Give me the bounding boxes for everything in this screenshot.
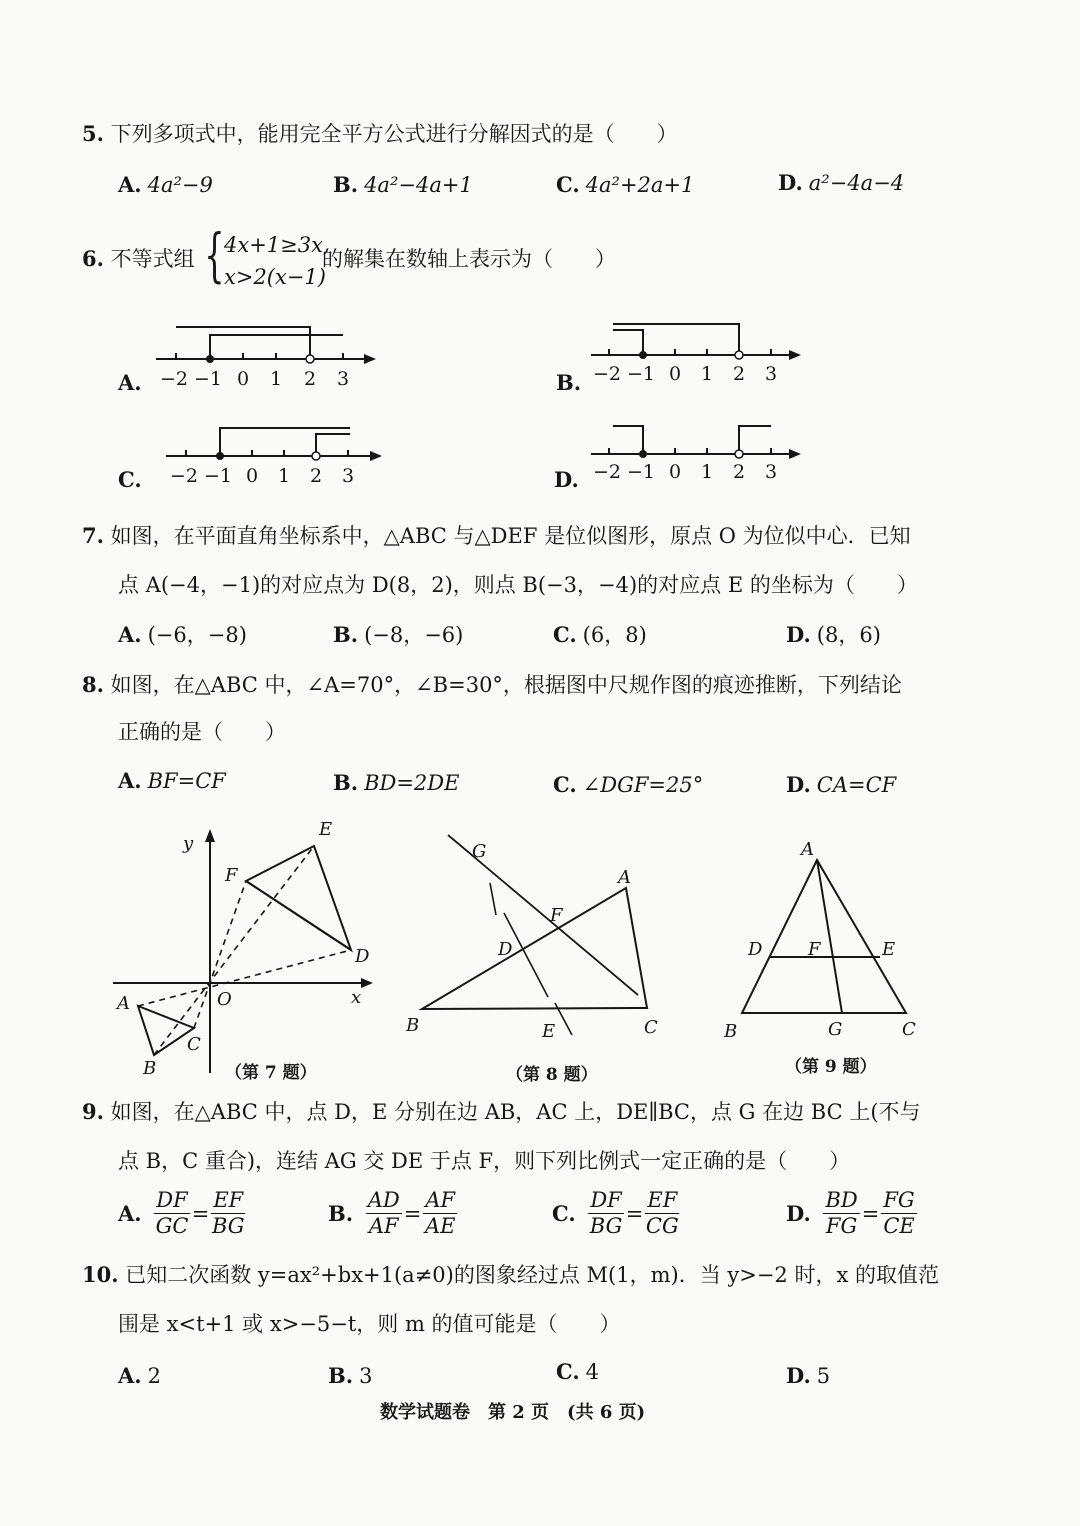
question-number: 8. xyxy=(82,672,104,697)
question-stem-pre: 不等式组 xyxy=(110,247,195,271)
option-key: D. xyxy=(554,467,579,492)
q7-option-c xyxy=(553,622,647,648)
tick-label: −1 xyxy=(203,465,233,487)
q10-option-d xyxy=(786,1363,830,1389)
option-key: B. xyxy=(328,1363,354,1388)
q6-option-c-key xyxy=(118,467,148,493)
question-5 xyxy=(82,121,678,147)
page-footer: 数学试题卷 第 2 页 (共 6 页) xyxy=(380,1402,646,1423)
q5-option-a xyxy=(118,172,213,198)
inequality-line-2: x>2(x−1) xyxy=(224,265,326,289)
tick-label: 1 xyxy=(277,465,291,487)
q8-option-b xyxy=(333,770,459,796)
figure-7 xyxy=(105,815,385,1080)
option-key: A. xyxy=(118,172,142,197)
equals-sign: = xyxy=(191,1201,210,1226)
option-key: B. xyxy=(333,172,359,197)
denominator: FG xyxy=(825,1214,858,1238)
tick-label: −2 xyxy=(159,368,189,390)
fig7-label: O xyxy=(217,989,232,1010)
tick-label: 0 xyxy=(668,461,682,483)
fig8-label: C xyxy=(644,1017,658,1038)
fig9-label: A xyxy=(801,839,814,860)
denominator: BG xyxy=(211,1214,245,1238)
figure-8-caption: （第 8 题） xyxy=(506,1065,598,1085)
question-stem-post: 的解集在数轴上表示为（ ） xyxy=(322,247,616,271)
fig7-label: D xyxy=(355,946,370,967)
fraction xyxy=(154,1188,189,1239)
question-10 xyxy=(82,1262,939,1288)
question-stem-line-1: 如图，在△ABC 中，点 D，E 分别在边 AB，AC 上，DE∥BC，点 G 在边 BC 上(不与 xyxy=(110,1100,921,1124)
option-text: (−6，−8) xyxy=(147,623,247,647)
option-key: A. xyxy=(118,370,142,395)
option-key: A. xyxy=(118,622,142,647)
option-key: C. xyxy=(552,1200,576,1226)
fig9-label: D xyxy=(748,939,763,960)
tick-label: 1 xyxy=(700,461,714,483)
option-text: CA=CF xyxy=(816,773,897,797)
q8-option-c xyxy=(553,772,703,798)
numberline-c xyxy=(110,412,400,492)
question-7-line-2: 点 A(−4，−1)的对应点为 D(8，2)，则点 B(−3，−4)的对应点 E 的坐标为（ ） xyxy=(118,573,918,597)
numberline-a xyxy=(110,315,400,395)
tick-label: −1 xyxy=(626,461,656,483)
q6-option-b-key xyxy=(556,370,587,396)
option-key: D. xyxy=(786,772,811,797)
fig7-label: A xyxy=(117,993,130,1014)
fig9-label: B xyxy=(724,1021,738,1042)
option-text: 4a²−4a+1 xyxy=(364,173,473,197)
figure-9-caption: （第 9 题） xyxy=(785,1057,877,1077)
tick-label: 3 xyxy=(764,363,778,385)
option-text: (−8，−6) xyxy=(364,623,464,647)
fig8-label: A xyxy=(618,867,631,888)
fig8-label: G xyxy=(472,841,487,862)
figure-7-caption: （第 7 题） xyxy=(225,1063,317,1083)
question-stem-line-1: 如图，在平面直角坐标系中，△ABC 与△DEF 是位似图形，原点 O 为位似中心．已知 xyxy=(110,524,911,548)
fig9-label: C xyxy=(902,1019,916,1040)
q5-option-d xyxy=(778,170,904,196)
fig7-label: x xyxy=(351,987,362,1008)
option-text: 4a²−9 xyxy=(147,173,213,197)
q6-option-a-key xyxy=(118,370,148,396)
tick-label: 2 xyxy=(303,368,317,390)
option-text: 2 xyxy=(147,1364,161,1388)
option-text: (6，8) xyxy=(582,623,647,647)
option-text: (8，6) xyxy=(816,623,881,647)
option-text: 3 xyxy=(359,1364,373,1388)
numerator: BD xyxy=(825,1188,858,1212)
q9-option-c xyxy=(552,1188,679,1239)
tick-label: −2 xyxy=(592,363,622,385)
q9-option-b xyxy=(328,1188,457,1239)
denominator: CE xyxy=(883,1214,915,1238)
system-brace: { xyxy=(204,221,225,289)
option-key: C. xyxy=(556,172,580,197)
option-key: D. xyxy=(786,1363,811,1388)
fig8-label: B xyxy=(406,1015,420,1036)
fig7-label: C xyxy=(187,1034,201,1055)
fig9-label: E xyxy=(882,939,896,960)
q6-option-d-key xyxy=(554,467,585,493)
question-number: 10. xyxy=(82,1262,119,1287)
numerator: EF xyxy=(213,1188,244,1212)
q10-option-a xyxy=(118,1363,161,1389)
tick-label: 1 xyxy=(700,363,714,385)
option-key: C. xyxy=(118,467,142,492)
question-number: 9. xyxy=(82,1099,104,1124)
denominator: CG xyxy=(645,1214,679,1238)
denominator: AE xyxy=(425,1214,456,1238)
numerator: EF xyxy=(647,1188,678,1212)
fig9-label: G xyxy=(828,1019,843,1040)
option-key: D. xyxy=(786,1200,811,1226)
fig7-label: F xyxy=(225,865,238,886)
tick-label: 3 xyxy=(336,368,350,390)
fig7-label: B xyxy=(143,1058,157,1079)
option-key: C. xyxy=(553,622,577,647)
question-9 xyxy=(82,1099,921,1125)
option-text: 4a²+2a+1 xyxy=(585,173,695,197)
numerator: FG xyxy=(883,1188,915,1212)
fig8-label: F xyxy=(550,905,563,926)
fig7-label: E xyxy=(319,819,333,840)
tick-label: 1 xyxy=(269,368,283,390)
tick-label: −2 xyxy=(169,465,199,487)
q7-option-a xyxy=(118,622,247,648)
fraction xyxy=(645,1188,679,1239)
question-10-line-2: 围是 x<t+1 或 x>−5−t，则 m 的值可能是（ ） xyxy=(118,1312,621,1336)
tick-label: 3 xyxy=(764,461,778,483)
option-text: 4 xyxy=(585,1360,600,1384)
q10-option-c xyxy=(556,1359,599,1385)
option-key: A. xyxy=(118,1363,142,1388)
question-number: 5. xyxy=(82,121,104,146)
question-stem-line-1: 如图，在△ABC 中，∠A=70°，∠B=30°，根据图中尺规作图的痕迹推断，下列结论 xyxy=(110,673,902,697)
tick-label: 0 xyxy=(245,465,259,487)
denominator: GC xyxy=(155,1214,189,1238)
tick-label: −1 xyxy=(626,363,656,385)
q8-option-a xyxy=(118,768,226,794)
fig8-label: D xyxy=(498,939,513,960)
fig9-label: F xyxy=(808,939,821,960)
option-key: A. xyxy=(118,1200,142,1226)
question-stem-line-1: 已知二次函数 y=ax²+bx+1(a≠0)的图象经过点 M(1，m)．当 y>−2 时，x 的取值范 xyxy=(125,1263,939,1287)
tick-label: 2 xyxy=(732,461,746,483)
tick-label: 0 xyxy=(668,363,682,385)
option-key: C. xyxy=(553,772,577,797)
fraction xyxy=(366,1188,402,1239)
q7-option-d xyxy=(786,622,881,648)
q8-option-d xyxy=(786,772,896,798)
q9-option-a xyxy=(118,1188,245,1239)
option-text: 5 xyxy=(816,1364,831,1388)
tick-label: −1 xyxy=(193,368,223,390)
numberline-d xyxy=(555,410,815,490)
tick-label: 2 xyxy=(732,363,746,385)
question-number: 7. xyxy=(82,523,104,548)
question-stem: 下列多项式中，能用完全平方公式进行分解因式的是（ ） xyxy=(110,122,678,146)
option-key: B. xyxy=(328,1200,354,1226)
numerator: AD xyxy=(367,1188,400,1212)
fraction xyxy=(823,1188,859,1239)
option-text: ∠DGF=25° xyxy=(582,773,704,797)
option-key: D. xyxy=(786,622,811,647)
q10-option-b xyxy=(328,1363,372,1389)
fig8-label: E xyxy=(542,1021,556,1042)
numerator: AF xyxy=(425,1188,456,1212)
q5-option-c xyxy=(556,172,694,198)
fig7-label: y xyxy=(183,833,194,854)
tick-label: −2 xyxy=(592,461,622,483)
q7-option-b xyxy=(333,622,463,648)
option-key: D. xyxy=(778,170,803,195)
option-key: B. xyxy=(333,622,359,647)
tick-label: 3 xyxy=(341,465,355,487)
fraction xyxy=(881,1188,916,1239)
option-text: BD=2DE xyxy=(364,771,460,795)
tick-label: 2 xyxy=(309,465,323,487)
question-6 xyxy=(82,246,195,272)
question-8-line-2: 正确的是（ ） xyxy=(118,720,286,744)
option-text: a²−4a−4 xyxy=(808,171,905,195)
question-7 xyxy=(82,523,911,549)
equals-sign: = xyxy=(861,1201,880,1226)
q5-option-b xyxy=(333,172,473,198)
numerator: DF xyxy=(590,1188,622,1212)
inequality-line-1: 4x+1≥3x, xyxy=(224,233,330,257)
option-key: B. xyxy=(556,370,582,395)
numberline-b xyxy=(555,310,815,390)
numerator: DF xyxy=(156,1188,188,1212)
option-key: C. xyxy=(556,1359,580,1384)
option-text: BF=CF xyxy=(147,769,226,793)
question-number: 6. xyxy=(82,246,104,271)
q9-option-d xyxy=(786,1188,917,1239)
option-key: A. xyxy=(118,768,142,793)
figure-8 xyxy=(400,825,680,1050)
denominator: AF xyxy=(368,1214,399,1238)
figure-9 xyxy=(720,835,940,1045)
option-key: B. xyxy=(333,770,359,795)
equals-sign: = xyxy=(403,1201,422,1226)
denominator: BG xyxy=(589,1214,623,1238)
fraction xyxy=(211,1188,245,1239)
fraction xyxy=(423,1188,457,1239)
question-9-line-2: 点 B，C 重合)，连结 AG 交 DE 于点 F，则下列比例式一定正确的是（ ） xyxy=(118,1149,851,1173)
equals-sign: = xyxy=(625,1201,644,1226)
tick-label: 0 xyxy=(236,368,250,390)
fraction xyxy=(588,1188,623,1239)
question-8 xyxy=(82,672,902,698)
